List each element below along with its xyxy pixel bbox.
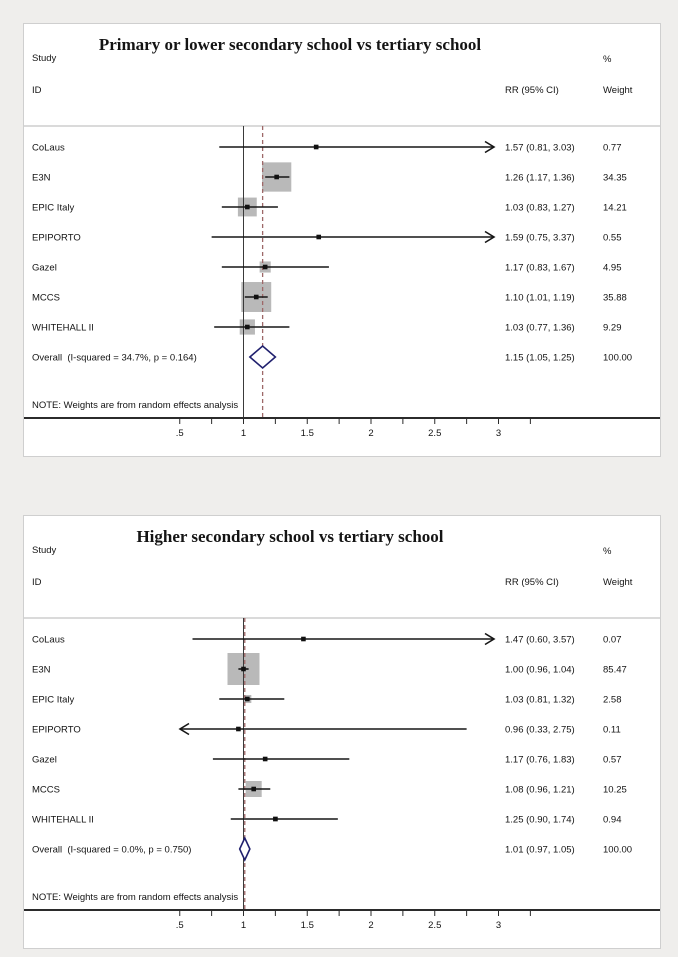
- axis-tick-label: 1: [240, 428, 247, 439]
- weight-value: 35.88: [603, 292, 627, 304]
- rr-ci-value: 1.00 (0.96, 1.04): [505, 664, 575, 676]
- rr-ci-value: 1.03 (0.77, 1.36): [505, 322, 575, 334]
- point-estimate-marker: [241, 667, 246, 672]
- rr-ci-value: 1.47 (0.60, 3.57): [505, 634, 575, 646]
- axis-tick-label: 2.5: [428, 920, 442, 931]
- col-header-weight: Weight: [603, 577, 633, 588]
- weight-value: 0.77: [603, 142, 622, 154]
- overall-label: Overall (I-squared = 34.7%, p = 0.164): [32, 352, 197, 364]
- forest-plot-panel-higher-secondary-vs-tertiary: [23, 515, 661, 949]
- study-id-label: MCCS: [32, 292, 60, 304]
- col-header-weight: Weight: [603, 85, 633, 96]
- random-effects-note: NOTE: Weights are from random effects analysis: [32, 400, 239, 411]
- axis-tick-label: 2: [368, 920, 374, 931]
- axis-tick-label: 1.5: [300, 920, 314, 931]
- axis-tick-label: 2: [368, 428, 374, 439]
- overall-label: Overall (I-squared = 0.0%, p = 0.750): [32, 844, 192, 856]
- axis-tick-label: 1: [240, 920, 247, 931]
- point-estimate-marker: [263, 265, 268, 270]
- study-id-label: WHITEHALL II: [32, 322, 94, 334]
- weight-value: 10.25: [603, 784, 627, 796]
- rr-ci-value: 1.17 (0.76, 1.83): [505, 754, 575, 766]
- random-effects-note: NOTE: Weights are from random effects analysis: [32, 892, 239, 903]
- weight-value: 0.55: [603, 232, 622, 244]
- study-id-label: EPIPORTO: [32, 232, 81, 244]
- overall-weight-value: 100.00: [603, 844, 633, 856]
- axis-tick-label: .5: [175, 428, 184, 439]
- forest-plot-canvas: [24, 24, 660, 456]
- rr-ci-value: 1.59 (0.75, 3.37): [505, 232, 575, 244]
- axis-tick-label: 3: [495, 428, 502, 439]
- col-header-percent: %: [603, 546, 612, 557]
- point-estimate-marker: [263, 757, 268, 762]
- study-id-label: CoLaus: [32, 142, 65, 154]
- study-id-label: CoLaus: [32, 634, 65, 646]
- point-estimate-marker: [274, 175, 279, 180]
- weight-value: 9.29: [603, 322, 622, 334]
- study-id-label: Gazel: [32, 262, 57, 274]
- weight-value: 85.47: [603, 664, 627, 676]
- forest-plot-canvas: [24, 516, 660, 948]
- col-header-rr-95ci: RR (95% CI): [505, 85, 559, 96]
- overall-rr-ci-value: 1.01 (0.97, 1.05): [505, 844, 575, 856]
- study-id-label: EPIC Italy: [32, 202, 75, 214]
- forest-plot-panel-primary-vs-tertiary: [23, 23, 661, 457]
- study-id-label: EPIC Italy: [32, 694, 75, 706]
- overall-weight-value: 100.00: [603, 352, 633, 364]
- rr-ci-value: 1.57 (0.81, 3.03): [505, 142, 575, 154]
- point-estimate-marker: [254, 295, 259, 300]
- axis-tick-label: 1.5: [300, 428, 314, 439]
- rr-ci-value: 0.96 (0.33, 2.75): [505, 724, 575, 736]
- overall-rr-ci-value: 1.15 (1.05, 1.25): [505, 352, 575, 364]
- study-id-label: E3N: [32, 664, 51, 676]
- point-estimate-marker: [245, 205, 250, 210]
- overall-diamond: [250, 346, 276, 368]
- chart-title: Higher secondary school vs tertiary school: [136, 527, 444, 546]
- col-header-id: ID: [32, 577, 42, 588]
- study-id-label: E3N: [32, 172, 51, 184]
- weight-value: 2.58: [603, 694, 622, 706]
- weight-value: 0.07: [603, 634, 622, 646]
- axis-tick-label: 2.5: [428, 428, 442, 439]
- point-estimate-marker: [314, 145, 319, 150]
- weight-value: 14.21: [603, 202, 627, 214]
- point-estimate-marker: [251, 787, 256, 792]
- study-id-label: EPIPORTO: [32, 724, 81, 736]
- rr-ci-value: 1.26 (1.17, 1.36): [505, 172, 575, 184]
- col-header-study: Study: [32, 53, 57, 64]
- weight-value: 0.11: [603, 724, 621, 736]
- point-estimate-marker: [236, 727, 241, 732]
- study-id-label: MCCS: [32, 784, 60, 796]
- weight-value: 34.35: [603, 172, 627, 184]
- weight-value: 0.94: [603, 814, 622, 826]
- weight-value: 0.57: [603, 754, 622, 766]
- col-header-rr-95ci: RR (95% CI): [505, 577, 559, 588]
- overall-diamond: [240, 838, 250, 860]
- chart-title: Primary or lower secondary school vs tertiary school: [98, 35, 482, 54]
- rr-ci-value: 1.25 (0.90, 1.74): [505, 814, 575, 826]
- weight-value: 4.95: [603, 262, 622, 274]
- rr-ci-value: 1.17 (0.83, 1.67): [505, 262, 575, 274]
- point-estimate-marker: [301, 637, 306, 642]
- rr-ci-value: 1.03 (0.81, 1.32): [505, 694, 575, 706]
- axis-tick-label: .5: [175, 920, 184, 931]
- col-header-study: Study: [32, 545, 57, 556]
- point-estimate-marker: [245, 325, 250, 330]
- point-estimate-marker: [245, 697, 250, 702]
- point-estimate-marker: [273, 817, 278, 822]
- study-id-label: Gazel: [32, 754, 57, 766]
- rr-ci-value: 1.03 (0.83, 1.27): [505, 202, 575, 214]
- study-id-label: WHITEHALL II: [32, 814, 94, 826]
- rr-ci-value: 1.08 (0.96, 1.21): [505, 784, 575, 796]
- point-estimate-marker: [316, 235, 321, 240]
- col-header-percent: %: [603, 54, 612, 65]
- rr-ci-value: 1.10 (1.01, 1.19): [505, 292, 575, 304]
- axis-tick-label: 3: [495, 920, 502, 931]
- col-header-id: ID: [32, 85, 42, 96]
